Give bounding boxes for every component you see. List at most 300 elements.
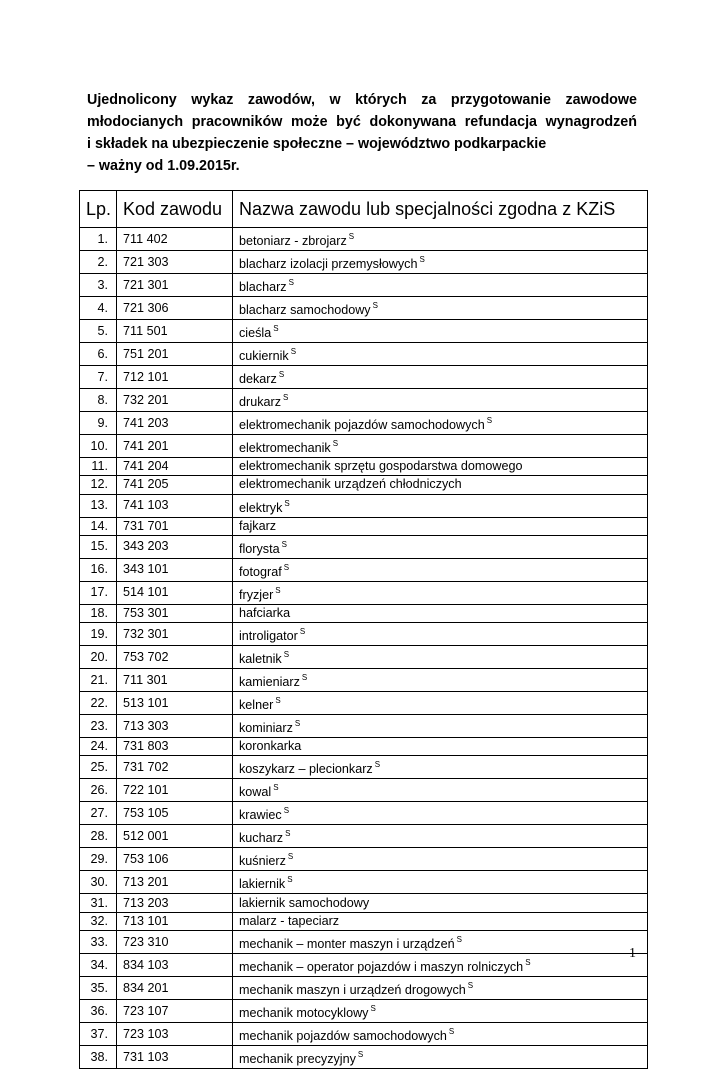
superscript-s: S: [283, 806, 290, 816]
superscript-s: S: [273, 783, 279, 793]
row-code: [117, 517, 233, 535]
superscript-s: S: [281, 539, 287, 549]
table-row: [80, 1023, 648, 1046]
table-row: [80, 1000, 648, 1023]
row-lp: [80, 779, 117, 802]
row-code-text: 732 301: [123, 626, 169, 641]
row-name-text: fryzjer: [239, 587, 274, 602]
row-code-text: 512 001: [123, 828, 169, 843]
row-name-text: elektromechanik pojazdów samochodowych: [239, 418, 485, 432]
row-code-text: 723 310: [123, 934, 169, 949]
table-row: [80, 692, 648, 715]
row-name-text: mechanik motocyklowy: [239, 1006, 369, 1021]
row-lp: [80, 251, 117, 274]
row-lp-text: 33.: [90, 934, 108, 949]
row-lp-text: 27.: [90, 805, 108, 820]
row-code-text: 713 303: [123, 718, 169, 733]
row-name: [233, 458, 648, 476]
row-lp: [80, 623, 117, 646]
table-row: [80, 476, 648, 494]
table-row: [80, 1046, 648, 1069]
row-code: [117, 623, 233, 646]
table-row: [80, 977, 648, 1000]
row-lp: [80, 825, 117, 848]
row-code: [117, 389, 233, 412]
table-row: [80, 894, 648, 912]
row-lp-text: 21.: [90, 672, 108, 687]
row-code-text: 712 101: [123, 369, 169, 384]
row-name-text: mechanik – operator pojazdów i maszyn rolniczych: [239, 960, 524, 975]
row-code-text: 741 203: [123, 415, 169, 430]
row-lp: [80, 738, 117, 756]
superscript-s: S: [301, 673, 308, 683]
row-lp: [80, 458, 117, 476]
row-name: [233, 738, 648, 756]
superscript-s: S: [486, 416, 493, 425]
row-name: [233, 412, 648, 435]
row-code-text: 343 101: [123, 562, 169, 577]
row-name: [233, 366, 648, 389]
row-code: [117, 954, 233, 977]
superscript-s: S: [332, 439, 339, 448]
row-lp-text: 4.: [97, 300, 108, 315]
row-name: [233, 517, 648, 535]
row-name-text: lakiernik: [239, 877, 286, 892]
row-lp-text: 37.: [90, 1026, 108, 1041]
row-lp: [80, 517, 117, 535]
row-lp-text: 10.: [90, 438, 108, 453]
row-code-text: 753 105: [123, 805, 169, 820]
row-code-text: 711 402: [123, 231, 168, 246]
row-lp-text: 17.: [90, 585, 108, 600]
row-lp: [80, 297, 117, 320]
superscript-s: S: [287, 875, 293, 885]
row-lp-text: 22.: [90, 695, 108, 710]
table-row: [80, 581, 648, 604]
row-lp: [80, 912, 117, 930]
table-row: [80, 297, 648, 320]
document-title: [87, 89, 637, 177]
table-row: [80, 535, 648, 558]
row-lp-text: 26.: [90, 782, 108, 797]
row-lp-text: 28.: [90, 828, 108, 843]
table-row: [80, 389, 648, 412]
row-lp: [80, 1046, 117, 1069]
row-name: [233, 646, 648, 669]
row-name: [233, 715, 648, 738]
row-code: [117, 535, 233, 558]
row-name: [233, 476, 648, 494]
row-lp: [80, 320, 117, 343]
table-row: [80, 954, 648, 977]
row-name-text: elektromechanik urządzeń chłodniczych: [239, 477, 462, 492]
title-line: Ujednolicony wykaz zawodów, w których za przygotowanie zawodowe: [87, 92, 637, 108]
row-name-text: hafciarka: [239, 606, 291, 621]
row-code-text: 343 203: [123, 539, 169, 554]
row-lp: [80, 1023, 117, 1046]
row-lp: [80, 435, 117, 458]
row-code: [117, 343, 233, 366]
table-row: [80, 802, 648, 825]
row-lp: [80, 715, 117, 738]
row-lp: [80, 366, 117, 389]
table-row: [80, 435, 648, 458]
superscript-s: S: [448, 1027, 455, 1037]
row-code: [117, 646, 233, 669]
row-lp-text: 16.: [90, 562, 108, 577]
table-row: [80, 848, 648, 871]
table-row: [80, 756, 648, 779]
superscript-s: S: [275, 585, 281, 595]
row-code: [117, 604, 233, 622]
row-code-text: 723 103: [123, 1026, 169, 1041]
superscript-s: S: [275, 696, 281, 706]
row-lp-text: 30.: [90, 874, 108, 889]
row-name-text: krawiec: [239, 808, 282, 823]
row-code: [117, 894, 233, 912]
row-name-text: kamieniarz: [239, 675, 300, 690]
table-row: [80, 912, 648, 930]
row-lp-text: 23.: [90, 718, 108, 733]
row-name: [233, 494, 648, 517]
row-name: [233, 912, 648, 930]
row-code-text: 741 201: [123, 438, 169, 453]
row-name-text: koronkarka: [239, 739, 302, 754]
row-name: [233, 756, 648, 779]
row-code: [117, 871, 233, 894]
row-lp: [80, 1000, 117, 1023]
row-lp-text: 2.: [97, 254, 108, 269]
superscript-s: S: [525, 958, 531, 968]
table-row: [80, 604, 648, 622]
table-row: [80, 669, 648, 692]
superscript-s: S: [348, 232, 355, 241]
row-name-text: kelner: [239, 698, 274, 713]
row-name-text: cieśla: [239, 326, 272, 340]
row-code-text: 711 501: [123, 323, 168, 338]
row-name-text: mechanik – monter maszyn i urządzeń: [239, 937, 455, 952]
row-code: [117, 802, 233, 825]
row-code-text: 741 204: [123, 459, 169, 474]
table-row: [80, 931, 648, 954]
row-name: [233, 297, 648, 320]
row-code: [117, 251, 233, 274]
row-name-text: introligator: [239, 629, 298, 644]
row-name: [233, 802, 648, 825]
row-lp: [80, 802, 117, 825]
table-row: [80, 646, 648, 669]
row-lp-text: 20.: [90, 649, 108, 664]
table-row: [80, 458, 648, 476]
header-code: Kod zawodu: [117, 191, 233, 228]
title-line: i składek na ubezpieczenie społeczne – województwo podkarpackie: [87, 136, 547, 152]
row-name: [233, 669, 648, 692]
row-lp-text: 11.: [91, 459, 108, 474]
superscript-s: S: [467, 981, 474, 991]
superscript-s: S: [283, 393, 289, 402]
table-row: [80, 871, 648, 894]
table-row: [80, 779, 648, 802]
superscript-s: S: [284, 498, 290, 508]
row-code-text: 514 101: [123, 585, 169, 600]
row-name-text: mechanik maszyn i urządzeń drogowych: [239, 983, 466, 998]
row-lp-text: 25.: [90, 759, 108, 774]
row-name: [233, 228, 648, 251]
table-row: [80, 517, 648, 535]
row-code-text: 834 103: [123, 957, 169, 972]
row-code-text: 753 301: [123, 606, 169, 621]
row-name-text: koszykarz – plecionkarz: [239, 762, 373, 777]
row-code: [117, 297, 233, 320]
table-row: [80, 343, 648, 366]
row-code-text: 711 301: [123, 672, 168, 687]
row-name-text: betoniarz - zbrojarz: [239, 234, 347, 248]
row-code-text: 721 303: [123, 254, 169, 269]
row-code: [117, 779, 233, 802]
superscript-s: S: [273, 324, 279, 333]
row-lp: [80, 581, 117, 604]
row-lp: [80, 894, 117, 912]
row-name: [233, 251, 648, 274]
header-lp: Lp.: [80, 191, 117, 228]
row-code-text: 731 701: [123, 518, 169, 533]
superscript-s: S: [456, 935, 462, 945]
row-name: [233, 604, 648, 622]
row-code-text: 713 203: [123, 895, 169, 910]
header-name: Nazwa zawodu lub specjalności zgodna z KZiS: [233, 191, 648, 228]
superscript-s: S: [278, 370, 285, 379]
row-lp: [80, 604, 117, 622]
row-code-text: 513 101: [123, 695, 169, 710]
row-code: [117, 458, 233, 476]
row-code: [117, 558, 233, 581]
row-name-text: fotograf: [239, 564, 282, 579]
row-lp-text: 12.: [90, 477, 108, 492]
table-row: [80, 228, 648, 251]
row-code: [117, 476, 233, 494]
row-code: [117, 1023, 233, 1046]
row-name-text: mechanik precyzyjny: [239, 1052, 356, 1067]
row-lp: [80, 535, 117, 558]
table-row: [80, 494, 648, 517]
row-code: [117, 977, 233, 1000]
row-lp: [80, 756, 117, 779]
row-code: [117, 581, 233, 604]
row-lp: [80, 646, 117, 669]
row-name: [233, 779, 648, 802]
row-code-text: 731 702: [123, 759, 169, 774]
table-body: [80, 228, 648, 1069]
row-code: [117, 931, 233, 954]
superscript-s: S: [372, 301, 378, 310]
table-row: [80, 558, 648, 581]
table-row: [80, 320, 648, 343]
table-row: [80, 366, 648, 389]
superscript-s: S: [285, 829, 291, 839]
row-name-text: kowal: [239, 785, 272, 800]
row-lp: [80, 476, 117, 494]
row-name-text: blacharz samochodowy: [239, 303, 371, 317]
row-name-text: kuśnierz: [239, 854, 286, 869]
superscript-s: S: [283, 650, 290, 660]
row-name: [233, 848, 648, 871]
row-name: [233, 931, 648, 954]
row-name: [233, 954, 648, 977]
superscript-s: S: [374, 760, 381, 770]
title-line: młodocianych pracowników może być dokonywana refundacja wynagrodzeń: [87, 114, 637, 130]
row-name-text: florysta: [239, 541, 280, 556]
row-name-text: dekarz: [239, 372, 277, 386]
row-name: [233, 558, 648, 581]
table-row: [80, 274, 648, 297]
row-lp: [80, 871, 117, 894]
row-code: [117, 715, 233, 738]
row-code-text: 722 101: [123, 782, 169, 797]
row-name: [233, 825, 648, 848]
row-lp-text: 8.: [97, 392, 108, 407]
row-name-text: elektromechanik: [239, 441, 331, 455]
row-name: [233, 871, 648, 894]
row-name: [233, 977, 648, 1000]
row-code-text: 731 803: [123, 739, 169, 754]
row-lp-text: 31.: [90, 895, 108, 910]
row-code: [117, 1000, 233, 1023]
row-lp: [80, 848, 117, 871]
row-name-text: fajkarz: [239, 518, 277, 533]
row-name: [233, 623, 648, 646]
row-lp: [80, 274, 117, 297]
superscript-s: S: [294, 719, 301, 729]
title-line: – ważny od 1.09.2015r.: [87, 158, 240, 174]
occupations-table: [79, 190, 648, 1069]
row-code-text: 713 101: [123, 913, 169, 928]
row-code-text: 753 702: [123, 649, 169, 664]
row-name-text: malarz - tapeciarz: [239, 913, 340, 928]
row-name-text: drukarz: [239, 395, 281, 409]
row-code: [117, 848, 233, 871]
page-number: 1: [629, 946, 636, 961]
row-name: [233, 389, 648, 412]
row-code-text: 721 301: [123, 277, 169, 292]
row-lp-text: 34.: [90, 957, 108, 972]
row-lp-text: 9.: [97, 415, 108, 430]
superscript-s: S: [357, 1050, 364, 1060]
row-name: [233, 1046, 648, 1069]
row-lp: [80, 412, 117, 435]
row-name: [233, 274, 648, 297]
row-lp-text: 1.: [97, 231, 108, 246]
table-row: [80, 738, 648, 756]
row-code: [117, 692, 233, 715]
row-code: [117, 825, 233, 848]
table-row: [80, 715, 648, 738]
superscript-s: S: [290, 347, 297, 356]
row-name-text: lakiernik samochodowy: [239, 895, 370, 910]
row-lp-text: 3.: [97, 277, 108, 292]
row-code-text: 723 107: [123, 1003, 169, 1018]
table-row: [80, 251, 648, 274]
row-name-text: elektryk: [239, 500, 283, 515]
row-name-text: elektromechanik sprzętu gospodarstwa domowego: [239, 459, 523, 474]
row-code-text: 731 103: [123, 1049, 169, 1064]
row-lp-text: 7.: [97, 369, 108, 384]
row-name: [233, 1023, 648, 1046]
row-name: [233, 692, 648, 715]
superscript-s: S: [299, 627, 306, 637]
row-code-text: 741 205: [123, 477, 169, 492]
row-lp-text: 5.: [97, 323, 108, 338]
row-lp: [80, 931, 117, 954]
row-lp: [80, 669, 117, 692]
row-lp-text: 13.: [90, 498, 108, 513]
row-lp-text: 32.: [90, 913, 108, 928]
row-code-text: 834 201: [123, 980, 169, 995]
row-name-text: blacharz izolacji przemysłowych: [239, 257, 418, 271]
row-code-text: 721 306: [123, 300, 169, 315]
row-code: [117, 494, 233, 517]
superscript-s: S: [419, 255, 425, 264]
row-code: [117, 1046, 233, 1069]
table-row: [80, 412, 648, 435]
row-code-text: 732 201: [123, 392, 169, 407]
row-name-text: blacharz: [239, 280, 287, 294]
row-code-text: 741 103: [123, 498, 169, 513]
row-lp: [80, 954, 117, 977]
row-name: [233, 535, 648, 558]
row-lp-text: 18.: [90, 606, 108, 621]
row-lp: [80, 343, 117, 366]
table-row: [80, 825, 648, 848]
superscript-s: S: [288, 278, 294, 287]
row-lp-text: 36.: [90, 1003, 108, 1018]
row-name: [233, 343, 648, 366]
row-lp-text: 15.: [90, 539, 108, 554]
row-code: [117, 320, 233, 343]
superscript-s: S: [287, 852, 294, 862]
row-lp: [80, 389, 117, 412]
row-code-text: 753 106: [123, 851, 169, 866]
row-code: [117, 366, 233, 389]
row-code: [117, 435, 233, 458]
table-row: [80, 623, 648, 646]
row-code: [117, 412, 233, 435]
table-header-row: [80, 191, 648, 228]
row-name-text: kucharz: [239, 831, 284, 846]
row-code: [117, 228, 233, 251]
row-code: [117, 738, 233, 756]
row-lp-text: 19.: [90, 626, 108, 641]
row-name: [233, 894, 648, 912]
row-lp-text: 38.: [90, 1049, 108, 1064]
row-name: [233, 1000, 648, 1023]
row-lp: [80, 558, 117, 581]
row-name-text: kaletnik: [239, 652, 282, 667]
row-lp-text: 29.: [90, 851, 108, 866]
row-lp: [80, 494, 117, 517]
row-code-text: 751 201: [123, 346, 169, 361]
row-lp: [80, 692, 117, 715]
row-code: [117, 669, 233, 692]
row-name: [233, 581, 648, 604]
superscript-s: S: [370, 1004, 376, 1014]
row-lp-text: 14.: [90, 518, 108, 533]
row-lp-text: 35.: [90, 980, 108, 995]
row-lp: [80, 977, 117, 1000]
row-code: [117, 912, 233, 930]
superscript-s: S: [283, 562, 290, 572]
row-lp-text: 24.: [90, 739, 108, 754]
row-lp-text: 6.: [97, 346, 108, 361]
